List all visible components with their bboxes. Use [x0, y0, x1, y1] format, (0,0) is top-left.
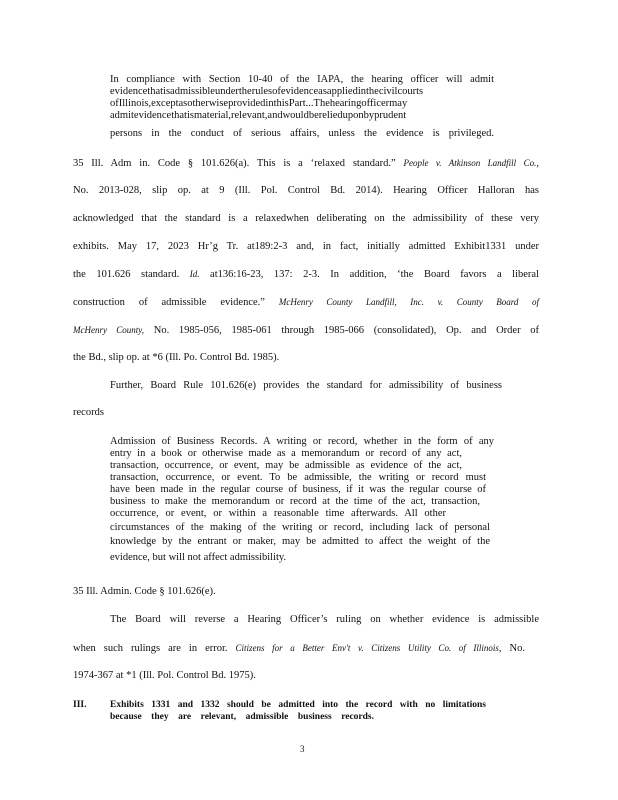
quote-line: In compliance with Section 10-40 of the IAPA, the hearing officer will admit: [110, 74, 494, 85]
body-text: at136:16-23, 137: 2-3. In addition, ‘the Board favors a liberal: [199, 269, 539, 280]
body-line: Further, Board Rule 101.626(e) provides the standard for admissibility of business: [110, 380, 502, 391]
section-heading-line: Exhibits 1331 and 1332 should be admitted into the record with no limitations: [110, 700, 486, 710]
quote-line: evidence, but will not affect admissibility.: [110, 552, 287, 563]
page-number: 3: [300, 744, 305, 754]
body-line: 1974-367 at *1 (Ill. Pol. Control Bd. 1975).: [73, 670, 256, 681]
quote-line: knowledge by the entrant or maker, may be admitted to affect the weight of the: [110, 536, 490, 547]
body-line: [73, 324, 539, 337]
quote-line: transaction, occurrence, or event, may be admissible as evidence of the act,: [110, 460, 462, 471]
quote-line: admitevidencethatismaterial,relevant,andwouldberelieduponbyprudent: [110, 110, 407, 121]
case-citation: Citizens for a Better Env't v. Citizens Utility Co. of Illinois: [235, 643, 499, 653]
body-text: the 101.626 standard.: [73, 269, 190, 280]
quote-line: circumstances of the making of the writing or record, including lack of personal: [110, 522, 490, 533]
body-text: when such rulings are in error.: [73, 643, 236, 654]
section-number: III.: [73, 700, 87, 710]
body-line: [73, 296, 539, 309]
case-citation: McHenry County Landfill, Inc. v. County Board of: [278, 297, 539, 307]
body-text: construction of admissible evidence.”: [73, 297, 279, 308]
body-line: [73, 157, 539, 170]
body-line: [73, 642, 525, 655]
section-heading-line: because they are relevant, admissible business records.: [110, 712, 374, 722]
body-text: No. 1985-056, 1985-061 through 1985-066 (consolidated), Op. and Order of: [144, 325, 540, 336]
body-line: [73, 268, 539, 281]
body-line: The Board will reverse a Hearing Officer’s ruling on whether evidence is admissible: [110, 614, 539, 625]
body-line: No. 2013-028, slip op. at 9 (Ill. Pol. Control Bd. 2014). Hearing Officer Halloran has: [73, 185, 539, 196]
body-text: 35 Ill. Adm in. Code § 101.626(a). This is a ‘relaxed standard.”: [73, 158, 404, 169]
quote-line: Admission of Business Records. A writing or record, whether in the form of any: [110, 436, 494, 447]
quote-line: persons in the conduct of serious affairs, unless the evidence is privileged.: [110, 128, 494, 139]
case-citation: People v. Atkinson Landfill Co.: [403, 158, 537, 168]
quote-line: have been made in the regular course of business, if it was the regular course of: [110, 484, 486, 495]
body-line: acknowledged that the standard is a relaxedwhen deliberating on the admissibility of these very: [73, 213, 539, 224]
quote-line: entry in a book or otherwise made as a memorandum or record of any act,: [110, 448, 462, 459]
body-line: records: [73, 407, 104, 418]
quote-line: business to make the memorandum or record at the time of the act, transaction,: [110, 496, 480, 507]
quote-line: evidencethatisadmissibleundertherulesofevidenceasappliedinthecivilcourts: [110, 86, 424, 97]
body-line: the Bd., slip op. at *6 (Ill. Po. Control Bd. 1985).: [73, 352, 280, 363]
rule-citation: 35 Ill. Admin. Code § 101.626(e).: [73, 586, 216, 597]
quote-line: occurrence, or event, or within a reasonable time afterwards. All other: [110, 508, 446, 519]
body-line: exhibits. May 17, 2023 Hr’g Tr. at189:2-3 and, in fact, initially admitted Exhibit1331 under: [73, 241, 539, 252]
quote-line: ofIllinois,exceptasotherwiseprovidedinthisPart...Thehearingofficermay: [110, 98, 408, 109]
body-text: ,: [536, 158, 539, 169]
quote-line: transaction, occurrence, or event. To be admissible, the writing or record must: [110, 472, 486, 483]
body-text: , No.: [498, 643, 525, 654]
case-citation: McHenry County,: [73, 325, 145, 335]
case-citation: Id.: [189, 269, 200, 279]
